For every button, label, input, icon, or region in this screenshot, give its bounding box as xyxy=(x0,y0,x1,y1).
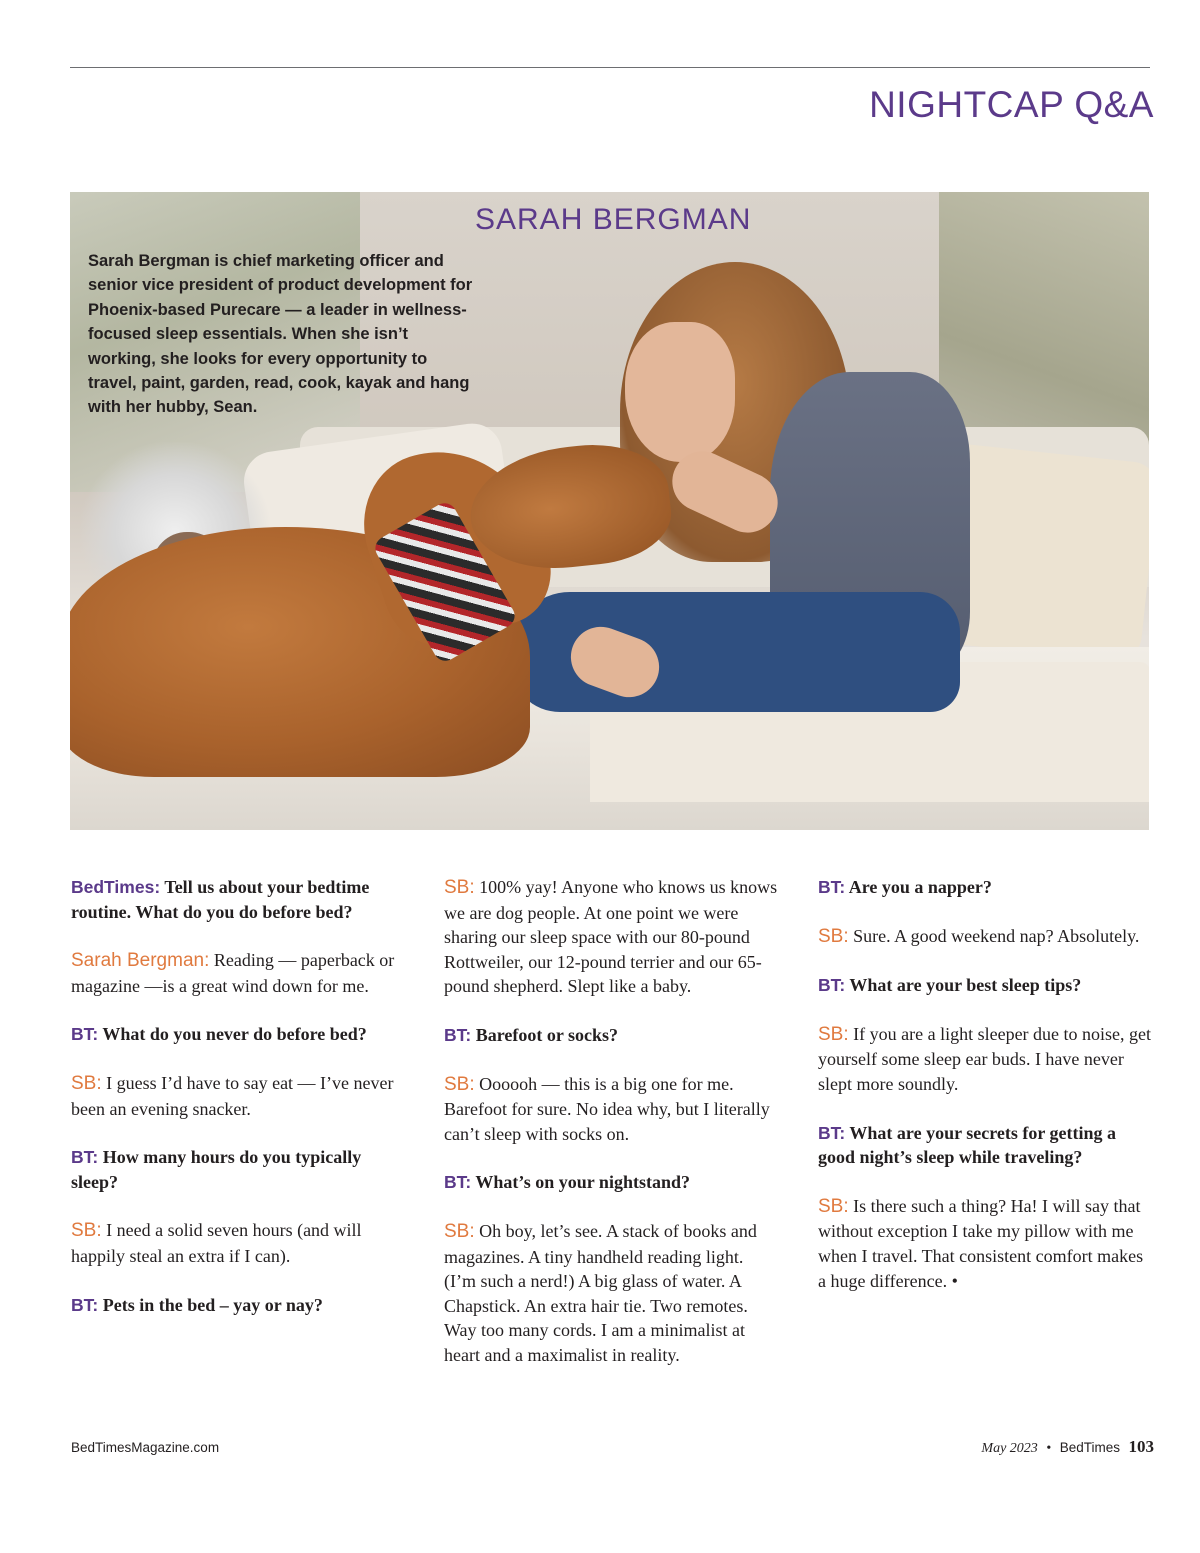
interviewer-label: BT: xyxy=(818,1122,846,1143)
interviewee-label: SB: xyxy=(444,877,475,898)
answer-text: I need a solid seven hours (and will happily steal an extra if I can). xyxy=(71,1220,362,1266)
interviewee-label: SB: xyxy=(71,1072,102,1094)
answer xyxy=(71,948,406,998)
question-text: Pets in the bed – yay or nay? xyxy=(102,1294,323,1315)
interviewer-label: BT: xyxy=(444,1024,472,1045)
photo-woman-face xyxy=(625,322,735,462)
question-text: What’s on your nightstand? xyxy=(475,1172,690,1193)
question xyxy=(71,1022,406,1047)
answer-text: Oh boy, let’s see. A stack of books and magazines. A tiny handheld reading light. (I’m such a nerd!) A big glass of water. A Chapstick. An extra hair tie. Two remotes. Way too many cords. I am a minimalist at heart and a maximalist in reality. xyxy=(444,1220,757,1365)
interviewee-label: SB: xyxy=(444,1073,475,1095)
question-text: What are your secrets for getting a good night’s sleep while traveling? xyxy=(818,1122,1117,1168)
answer-text: Reading — paperback or magazine —is a great wind down for me. xyxy=(71,950,395,996)
answer xyxy=(444,875,779,999)
question xyxy=(818,875,1153,900)
answer xyxy=(444,1072,779,1147)
qa-column-3 xyxy=(818,875,1153,1317)
answer-text: Is there such a thing? Ha! I will say that without exception I take my pillow with me when I travel. That consistent comfort makes a huge difference. • xyxy=(818,1195,1144,1291)
qa-column-1 xyxy=(71,875,406,1341)
answer xyxy=(444,1219,779,1368)
answer xyxy=(818,1022,1153,1097)
interviewee-label: SB: xyxy=(818,1195,849,1217)
interviewer-label: BedTimes: xyxy=(71,877,161,897)
answer-text: If you are a light sleeper due to noise, get yourself some sleep ear buds. I have never slept more soundly. xyxy=(818,1023,1152,1094)
interviewer-label: BT: xyxy=(71,1024,99,1045)
answer xyxy=(818,1194,1153,1293)
answer-text: 100% yay! Anyone who knows us knows we are dog people. At one point we were sharing our sleep space with our 80-pound Rottweiler, our 12-pound terrier and our 65-pound shepherd. Slept like a baby. xyxy=(444,877,778,997)
footer-website: BedTimesMagazine.com xyxy=(71,1440,220,1455)
question-text: Tell us about your bedtime routine. What do you do before bed? xyxy=(71,877,370,922)
question-text: Barefoot or socks? xyxy=(475,1024,619,1045)
footer-separator: • xyxy=(1046,1441,1052,1456)
interviewer-label: BT: xyxy=(71,1147,99,1168)
profile-intro: Sarah Bergman is chief marketing officer and senior vice president of product development for Phoenix-based Purecare — a leader in wellness-focused sleep essentials. When she isn’t working, she looks for every opportunity to travel, paint, garden, read, cook, kayak and hang with her hubby, Sean. xyxy=(88,252,473,417)
answer xyxy=(818,924,1153,950)
question-text: What do you never do before bed? xyxy=(102,1024,367,1045)
interviewee-label: SB: xyxy=(444,1220,475,1242)
answer-text: Sure. A good weekend nap? Absolutely. xyxy=(853,925,1140,946)
question xyxy=(444,1023,779,1048)
question-text: How many hours do you typically sleep? xyxy=(71,1147,362,1192)
question-text: Are you a napper? xyxy=(848,877,992,897)
interviewer-label: BT: xyxy=(71,1294,99,1315)
question xyxy=(818,973,1153,998)
answer-text: Oooooh — this is a big one for me. Barefoot for sure. No idea why, but I literally can’t sleep with socks on. xyxy=(444,1073,770,1144)
question xyxy=(818,1121,1153,1170)
interviewee-label: SB: xyxy=(818,925,849,947)
top-rule xyxy=(70,67,1150,68)
answer-text: I guess I’d have to say eat — I’ve never been an evening snacker. xyxy=(71,1072,394,1119)
footer-folio xyxy=(981,1437,1154,1457)
question xyxy=(71,1145,406,1194)
interviewee-label: SB: xyxy=(71,1220,102,1242)
answer xyxy=(71,1218,406,1268)
qa-column-2 xyxy=(444,875,779,1392)
profile-name: SARAH BERGMAN xyxy=(475,203,752,236)
page-number: 103 xyxy=(1128,1437,1154,1456)
interviewee-label: SB: xyxy=(818,1023,849,1045)
interviewer-label: BT: xyxy=(818,975,846,996)
interviewer-label: BT: xyxy=(444,1172,472,1193)
interviewee-label: Sarah Bergman: xyxy=(71,950,210,972)
question xyxy=(71,875,406,924)
section-title: NIGHTCAP Q&A xyxy=(869,84,1154,125)
question xyxy=(444,1170,779,1195)
footer-publication: BedTimes xyxy=(1059,1440,1120,1455)
question-text: What are your best sleep tips? xyxy=(849,975,1082,996)
footer-date: May 2023 xyxy=(981,1441,1038,1456)
answer xyxy=(71,1071,406,1121)
question xyxy=(71,1293,406,1318)
interviewer-label: BT: xyxy=(818,877,846,897)
